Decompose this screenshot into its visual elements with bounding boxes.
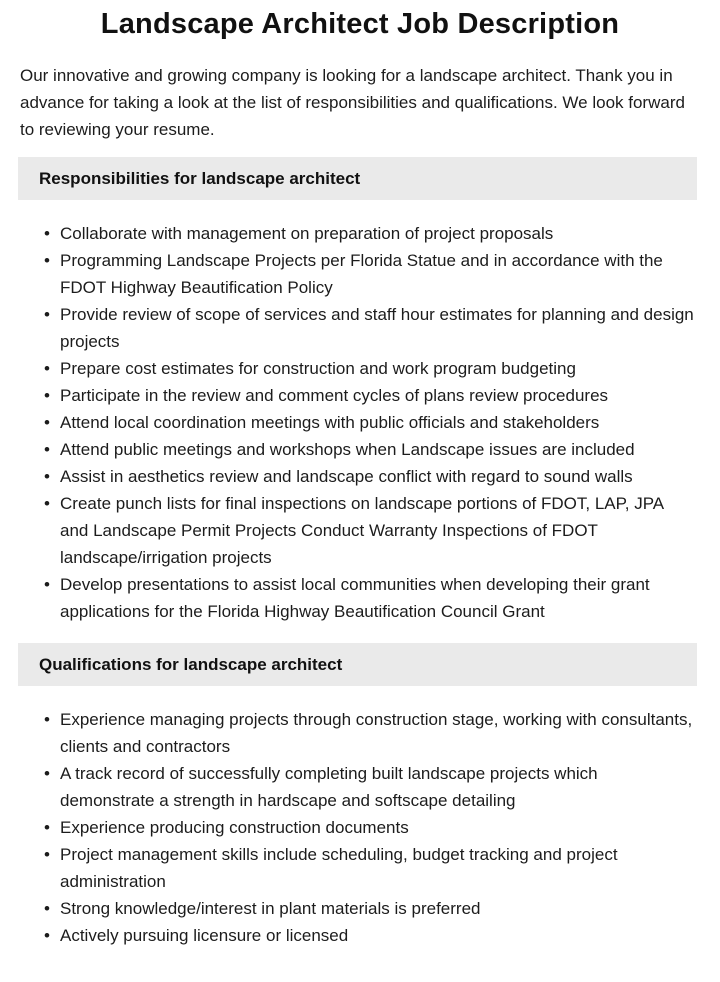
list-item: • Provide review of scope of services and staff hour estimates for planning and design projects: [60, 301, 700, 355]
list-item: • Attend public meetings and workshops when Landscape issues are included: [60, 436, 700, 463]
list-item: • Actively pursuing licensure or licensed: [60, 922, 700, 949]
list-item: • Participate in the review and comment cycles of plans review procedures: [60, 382, 700, 409]
list-item: • Strong knowledge/interest in plant materials is preferred: [60, 895, 700, 922]
list-item: • A track record of successfully completing built landscape projects which demonstrate a strength in hardscape and softscape detailing: [60, 760, 700, 814]
list-item: • Assist in aesthetics review and landscape conflict with regard to sound walls: [60, 463, 700, 490]
list-item: • Attend local coordination meetings with public officials and stakeholders: [60, 409, 700, 436]
responsibilities-heading: Responsibilities for landscape architect: [39, 168, 361, 188]
list-item: • Experience managing projects through construction stage, working with consultants, clients and contractors: [60, 706, 700, 760]
document-page: [0, 6, 720, 949]
list-item: • Project management skills include scheduling, budget tracking and project administration: [60, 841, 700, 895]
list-item: • Experience producing construction documents: [60, 814, 700, 841]
list-item: • Develop presentations to assist local communities when developing their grant applications for the Florida Highway Beautification Council Grant: [60, 571, 700, 625]
list-item: • Programming Landscape Projects per Florida Statue and in accordance with the FDOT Highway Beautification Policy: [60, 247, 700, 301]
page-title: Landscape Architect Job Description: [100, 8, 620, 40]
responsibilities-list: [20, 220, 700, 625]
intro-paragraph: Our innovative and growing company is looking for a landscape architect. Thank you in advance for taking a look at the list of responsibilities and qualifications. We look forward to reviewing your resume.: [20, 66, 685, 139]
qualifications-heading: Qualifications for landscape architect: [39, 654, 343, 674]
list-item: • Prepare cost estimates for construction and work program budgeting: [60, 355, 700, 382]
list-item: • Create punch lists for final inspections on landscape portions of FDOT, LAP, JPA and Landscape Permit Projects Conduct Warranty Inspections of FDOT landscape/irrigation projects: [60, 490, 700, 571]
qualifications-list: [20, 706, 700, 949]
section-header-qualifications: [18, 643, 697, 686]
list-item: • Collaborate with management on preparation of project proposals: [60, 220, 700, 247]
section-header-responsibilities: [18, 157, 697, 200]
